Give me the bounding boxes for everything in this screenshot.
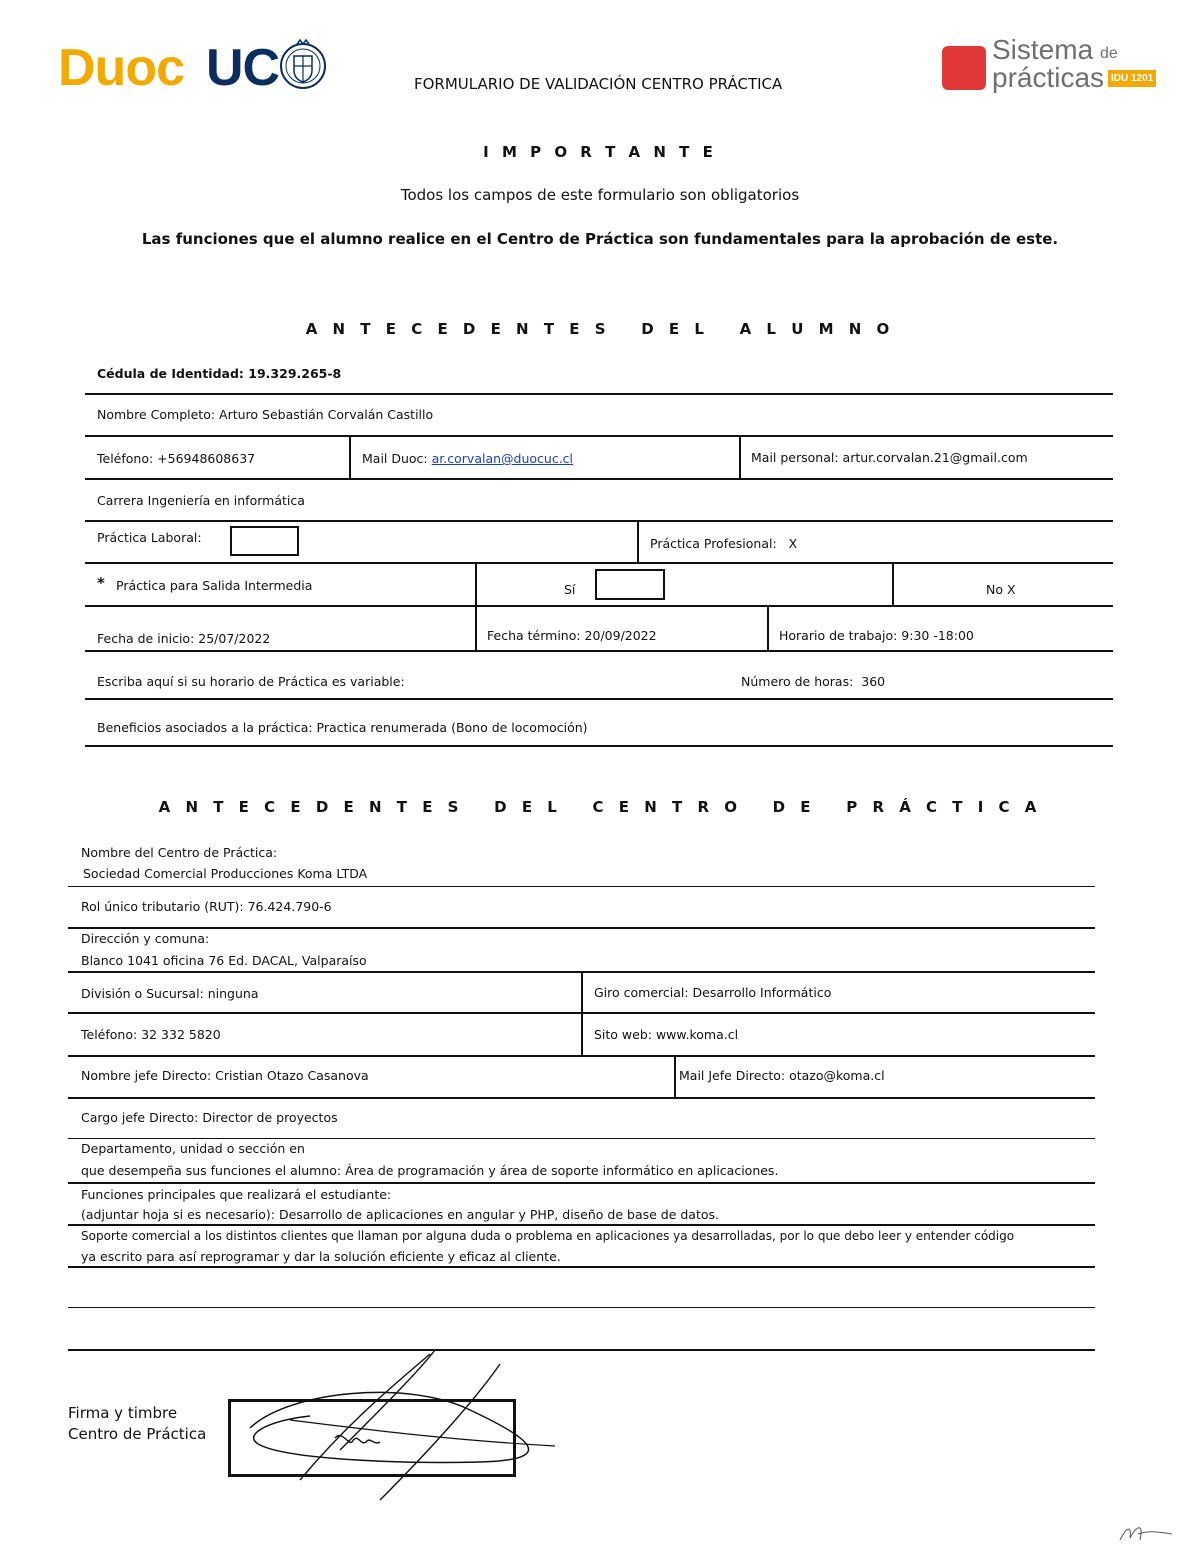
divider [475, 563, 477, 605]
divider [475, 606, 477, 650]
practica-laboral-checkbox[interactable] [230, 526, 299, 556]
start-date: Fecha de inicio: 25/07/2022 [97, 631, 271, 646]
student-section-title: A N T E C E D E N T E S D E L A L U M N O [305, 320, 895, 338]
center-name-value: Sociedad Comercial Producciones Koma LTDA [83, 866, 368, 881]
divider [68, 1224, 1095, 1226]
salida-no-label: No X [986, 582, 1016, 597]
boss-role: Cargo jefe Directo: Director de proyectos [81, 1110, 338, 1125]
divider [85, 393, 1113, 395]
mail-duoc-label: Mail Duoc: [362, 451, 428, 466]
functions-line-1: Funciones principales que realizará el estudiante: [81, 1187, 392, 1202]
divider [68, 1307, 1095, 1308]
department-line-2: que desempeña sus funciones el alumno: Área de programación y área de soporte informático en aplicaciones. [81, 1163, 779, 1178]
divider [85, 520, 1113, 522]
university-crest-icon [278, 38, 328, 94]
divider [85, 562, 1113, 564]
important-heading: I M P O R T A N T E [483, 143, 717, 161]
divider [739, 436, 741, 478]
divider [767, 606, 769, 650]
student-name: Nombre Completo: Arturo Sebastián Corvalán Castillo [97, 407, 434, 422]
mail-duoc-link[interactable]: ar.corvalan@duocuc.cl [431, 451, 574, 466]
practica-laboral-label: Práctica Laboral: [97, 530, 202, 545]
logo-idu-badge: IDU 1201 [1108, 70, 1156, 87]
functions-line-3: Soporte comercial a los distintos clientes que llaman por alguna duda o problema en aplicaciones ya desarrolladas, por lo que debo leer y entender código [81, 1229, 1015, 1243]
benefits: Beneficios asociados a la práctica: Practica renumerada (Bono de locomoción) [97, 720, 588, 735]
divider [581, 1013, 583, 1055]
center-website: Sito web: www.koma.cl [594, 1027, 739, 1042]
divider [68, 1097, 1095, 1099]
student-id-value: 19.329.265-8 [248, 366, 342, 381]
form-title: FORMULARIO DE VALIDACIÓN CENTRO PRÁCTICA [414, 75, 783, 93]
student-id [97, 366, 341, 381]
divider [68, 1266, 1095, 1268]
practica-profesional: Práctica Profesional: X [650, 536, 798, 551]
salida-asterisk: * [97, 574, 105, 592]
divider [68, 1182, 1095, 1184]
logo-de-text: de [1100, 45, 1118, 62]
divider [68, 886, 1095, 887]
handwritten-signature-icon [230, 1350, 570, 1510]
divider [85, 745, 1113, 747]
duoc-uc-logo [58, 38, 328, 98]
divider [85, 435, 1113, 437]
center-giro: Giro comercial: Desarrollo Informático [594, 985, 832, 1000]
signature-label-line-2: Centro de Práctica [68, 1425, 207, 1443]
divider [674, 1056, 676, 1097]
divider [68, 1349, 1095, 1351]
center-address-value: Blanco 1041 oficina 76 Ed. DACAL, Valparaíso [81, 953, 367, 968]
boss-mail: Mail Jefe Directo: otazo@koma.cl [679, 1068, 885, 1083]
functions-line-2: (adjuntar hoja si es necesario): Desarrollo de aplicaciones en angular y PHP, diseño de base de datos. [81, 1207, 720, 1222]
divider [68, 927, 1095, 929]
hours-count: Número de horas: 360 [741, 674, 886, 689]
divider [68, 1138, 1095, 1139]
initials-signature-icon [1118, 1520, 1174, 1546]
divider [85, 605, 1113, 607]
divider [637, 521, 639, 563]
student-mail-duoc [362, 451, 573, 466]
divider [85, 698, 1113, 700]
variable-schedule: Escriba aquí si su horario de Práctica es variable: [97, 674, 405, 689]
student-phone: Teléfono: +56948608637 [97, 451, 256, 466]
work-schedule: Horario de trabajo: 9:30 -18:00 [779, 628, 974, 643]
divider [581, 972, 583, 1012]
center-division: División o Sucursal: ninguna [81, 986, 259, 1001]
logo-sistema-text: Sistema [992, 34, 1094, 65]
salida-si-checkbox[interactable] [595, 569, 665, 600]
divider [85, 650, 1113, 652]
department-line-1: Departamento, unidad o sección en [81, 1141, 305, 1156]
student-mail-personal: Mail personal: artur.corvalan.21@gmail.com [751, 450, 1028, 465]
divider [85, 478, 1113, 480]
student-id-label: Cédula de Identidad: [97, 366, 244, 381]
salida-intermedia-label: Práctica para Salida Intermedia [116, 578, 313, 593]
center-rut: Rol único tributario (RUT): 76.424.790-6 [81, 899, 332, 914]
logo-practicas-text: prácticas [992, 62, 1105, 93]
boss-name: Nombre jefe Directo: Cristian Otazo Casanova [81, 1068, 369, 1083]
logo-duoc-text: Duoc [58, 39, 184, 97]
signature-label-line-1: Firma y timbre [68, 1404, 178, 1422]
important-line-1: Todos los campos de este formulario son obligatorios [400, 186, 800, 204]
divider [892, 563, 894, 605]
center-name-label: Nombre del Centro de Práctica: [81, 845, 278, 860]
divider [68, 1055, 1095, 1057]
divider [349, 436, 351, 478]
student-career: Carrera Ingeniería en informática [97, 493, 305, 508]
logo-uc-text: UC [206, 39, 280, 97]
center-section-title: A N T E C E D E N T E S D E L C E N T R O D E P R Á C T I C A [158, 798, 1042, 816]
important-line-2: Las funciones que el alumno realice en el Centro de Práctica son fundamentales para la aprobación de este. [141, 230, 1059, 248]
salida-si-label: Sí [564, 582, 576, 597]
functions-line-4: ya escrito para así reprogramar y dar la solución eficiente y eficaz al cliente. [81, 1249, 561, 1264]
end-date: Fecha término: 20/09/2022 [487, 628, 657, 643]
center-phone: Teléfono: 32 332 5820 [81, 1027, 221, 1042]
sistema-practicas-logo [942, 36, 1162, 98]
sistema-red-square-icon [942, 46, 986, 90]
center-address-label: Dirección y comuna: [81, 931, 210, 946]
